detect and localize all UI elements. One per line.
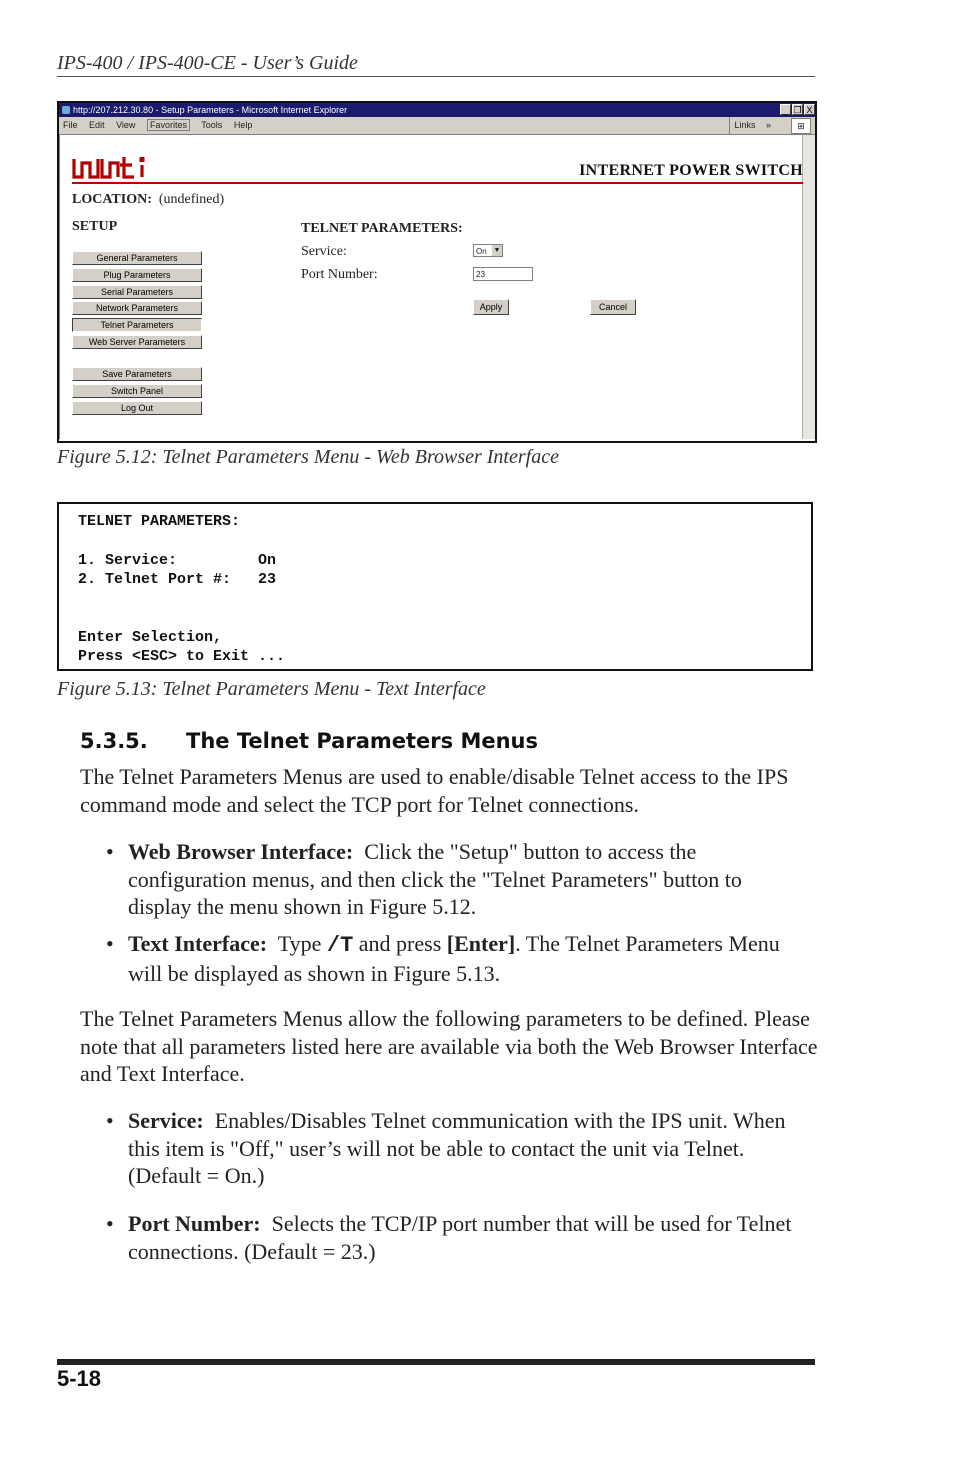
browser-menubar xyxy=(59,117,815,135)
location-label: LOCATION: xyxy=(72,192,152,207)
minimize-button[interactable]: _ xyxy=(780,104,791,115)
bullet-web-browser xyxy=(106,838,806,921)
browser-titlebar xyxy=(59,103,815,117)
general-parameters-button[interactable]: General Parameters xyxy=(72,251,202,265)
menu-edit[interactable]: Edit xyxy=(89,120,105,130)
network-parameters-button[interactable]: Network Parameters xyxy=(72,301,202,315)
bullet-text: Click the "Setup" button to access the configuration menus, and then click the "Telnet Parameters" button to display the menu shown in Figure 5.12. xyxy=(128,839,742,919)
command-code: /T xyxy=(326,933,354,958)
serial-parameters-button[interactable]: Serial Parameters xyxy=(72,285,202,299)
bullet-text-interface xyxy=(106,930,806,987)
telnet-form-title: TELNET PARAMETERS: xyxy=(301,221,463,236)
menu-tools[interactable]: Tools xyxy=(201,120,223,130)
service-select-value: On xyxy=(476,247,487,256)
wti-logo xyxy=(72,155,150,183)
apply-button[interactable]: Apply xyxy=(473,299,509,315)
bullet-term: Text Interface: xyxy=(128,931,268,956)
menu-view[interactable]: View xyxy=(116,120,136,130)
bullet-mid: and press xyxy=(358,931,442,956)
switch-panel-button[interactable]: Switch Panel xyxy=(72,384,202,398)
links-label: Links xyxy=(734,120,756,130)
links-toolbar[interactable] xyxy=(729,117,771,134)
setup-label: SETUP xyxy=(72,219,118,234)
windows-logo-icon: ⊞ xyxy=(791,118,811,134)
vertical-scrollbar[interactable] xyxy=(802,135,815,439)
bullet-term: Web Browser Interface: xyxy=(128,839,354,864)
menu-favorites[interactable]: Favorites xyxy=(147,119,190,131)
terminal-text: TELNET PARAMETERS: 1. Service: On 2. Telnet Port #: 23 Enter Selection, Press <ESC> to Exit ... xyxy=(78,513,286,666)
location-line xyxy=(72,192,224,208)
section-number: 5.3.5. xyxy=(80,729,148,753)
ie-icon xyxy=(62,106,70,114)
intro-paragraph: The Telnet Parameters Menus are used to enable/disable Telnet access to the IPS command mode and select the TCP port for Telnet connections. xyxy=(80,764,789,817)
figure-513-caption: Figure 5.13: Telnet Parameters Menu - Text Interface xyxy=(57,678,486,700)
bullet-port-number xyxy=(106,1210,806,1265)
service-select[interactable] xyxy=(473,244,503,257)
product-title: INTERNET POWER SWITCH xyxy=(579,162,803,179)
figure-512-caption: Figure 5.12: Telnet Parameters Menu - Web Browser Interface xyxy=(57,446,559,468)
telnet-parameters-button[interactable]: Telnet Parameters xyxy=(72,318,202,332)
service-label: Service: xyxy=(301,244,347,259)
bullet-service xyxy=(106,1107,806,1190)
page-number: 5-18 xyxy=(57,1366,102,1391)
parameters-paragraph: The Telnet Parameters Menus allow the following parameters to be defined. Please note that all parameters listed here are available via both the Web Browser Interface and Text Interface. xyxy=(80,1006,818,1086)
dropdown-arrow-icon[interactable]: ▼ xyxy=(493,247,501,254)
plug-parameters-button[interactable]: Plug Parameters xyxy=(72,268,202,282)
section-heading xyxy=(80,729,538,753)
footer-rule xyxy=(57,1359,815,1365)
section-title: The Telnet Parameters Menus xyxy=(186,729,538,753)
bullet-pre: Type xyxy=(277,931,322,956)
location-value: (undefined) xyxy=(158,192,225,207)
bullet-text: Selects the TCP/IP port number that will be used for Telnet connections. (Default = 23.) xyxy=(128,1211,792,1264)
header-rule xyxy=(57,76,815,77)
bullet-mark: • xyxy=(106,1108,114,1133)
port-number-input[interactable]: 23 xyxy=(473,267,533,281)
maximize-button[interactable]: ❐ xyxy=(793,105,802,115)
port-number-label: Port Number: xyxy=(301,267,378,282)
enter-key: [Enter] xyxy=(446,931,516,956)
running-header: IPS-400 / IPS-400-CE - User’s Guide xyxy=(57,52,358,74)
chevron-icon[interactable]: » xyxy=(765,120,771,130)
bullet-term: Service: xyxy=(128,1108,204,1133)
menu-help[interactable]: Help xyxy=(233,120,253,130)
bullet-term: Port Number: xyxy=(128,1211,261,1236)
bullet-post: . The Telnet Parameters Menu will be displayed as shown in Figure 5.13. xyxy=(128,931,780,986)
bullet-mark: • xyxy=(106,931,114,956)
bullet-mark: • xyxy=(106,839,114,864)
browser-window xyxy=(57,101,817,443)
close-button[interactable]: X xyxy=(804,104,815,115)
menu-file[interactable]: File xyxy=(63,120,78,130)
browser-page xyxy=(59,135,815,439)
text-interface-figure xyxy=(57,502,813,671)
bullet-text: Enables/Disables Telnet communication with the IPS unit. When this item is "Off," user’s will not be able to contact the unit via Telnet. (Default = On.) xyxy=(128,1108,786,1188)
title-divider xyxy=(72,182,803,184)
log-out-button[interactable]: Log Out xyxy=(72,401,202,415)
save-parameters-button[interactable]: Save Parameters xyxy=(72,367,202,381)
browser-title: http://207.212.30.80 - Setup Parameters - Microsoft Internet Explorer xyxy=(73,105,348,115)
web-server-parameters-button[interactable]: Web Server Parameters xyxy=(72,335,202,349)
cancel-button[interactable]: Cancel xyxy=(590,299,636,315)
bullet-mark: • xyxy=(106,1211,114,1236)
